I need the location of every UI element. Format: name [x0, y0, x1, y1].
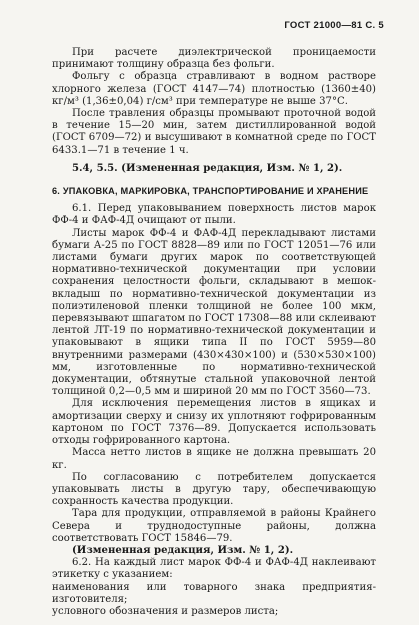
paragraph-cushioning: Для исключения перемещения листов в ящиках и амортизации сверху и снизу их уплотняют гофрированным картоном по ГОСТ 7376—89. Допускается использовать отходы гофрированного картона.	[52, 398, 376, 447]
paragraph-packing: Листы марок ФФ-4 и ФАФ-4Д перекладывают листами бумаги А-25 по ГОСТ 8828—89 или по ГОСТ 12051—76 или листами бумаги других марок по соответствующей нормативно-технической документации при условии сохранения целостности фольги, складывают в мешок-вкладыш по нормативно-технической документации из полиэтиленовой пленки толщиной не более 100 мкм, перевязывают шпагатом по ГОСТ 17308—88 или склеивают лентой ЛТ-19 по нормативно-технической документации и упаковывают в ящики типа II по ГОСТ 5959—80 внутренними размерами (430×430×100) и (530×530×100) мм, изготовленные по нормативно-технической документации, обтянутые стальной упаковочной лентой толщиной 0,2—0,5 мм и шириной 20 мм по ГОСТ 3560—73.	[52, 227, 376, 398]
paragraph-other-container: По согласованию с потребителем допускается упаковывать листы в другую тару, обеспечивающую сохранность качества продукции.	[52, 471, 376, 508]
paragraph-6-2: 6.2. На каждый лист марок ФФ-4 и ФАФ-4Д наклеивают этикетку с указанием:	[52, 557, 376, 581]
paragraph-north-container: Тара для продукции, отправляемой в районы Крайнего Севера и труднодоступные районы, должна соответствовать ГОСТ 15846—79.	[52, 508, 376, 544]
section-title-6: 6. УПАКОВКА, МАРКИРОВКА, ТРАНСПОРТИРОВАНИЕ И ХРАНЕНИЕ	[52, 186, 369, 197]
paragraph-revision-6: (Измененная редакция, Изм. № 1, 2).	[72, 544, 294, 556]
paragraph-6-1: 6.1. Перед упаковыванием поверхность листов марок ФФ-4 и ФАФ-4Д очищают от пыли.	[52, 203, 376, 227]
paragraph-etching: Фольгу с образца стравливают в водном растворе хлорного железа (ГОСТ 4147—74) плотностью (1360±40) кг/м³ (1,36±0,04) г/см³ при температуре не выше 37°С.	[52, 71, 376, 107]
list-item-designation: условного обозначения и размеров листа;	[52, 605, 279, 617]
paragraph-thickness: При расчете диэлектрической проницаемости принимают толщину образца без фольги.	[52, 47, 376, 71]
paragraph-net-mass: Масса нетто листов в ящике не должна превышать 20 кг.	[52, 447, 376, 471]
paragraph-revision-5-4: 5.4, 5.5. (Измененная редакция, Изм. № 1, 2).	[72, 162, 343, 174]
list-item-manufacturer: наименования или товарного знака предприятия-изготовителя;	[52, 581, 376, 605]
page-header: ГОСТ 21000—81 С. 5	[284, 20, 384, 31]
document-body	[52, 47, 376, 618]
paragraph-washing: После травления образцы промывают проточной водой в течение 15—20 мин, затем дистиллированной водой (ГОСТ 6709—72) и высушивают в комнатной среде по ГОСТ 6433.1—71 в течение 1 ч.	[52, 108, 376, 156]
